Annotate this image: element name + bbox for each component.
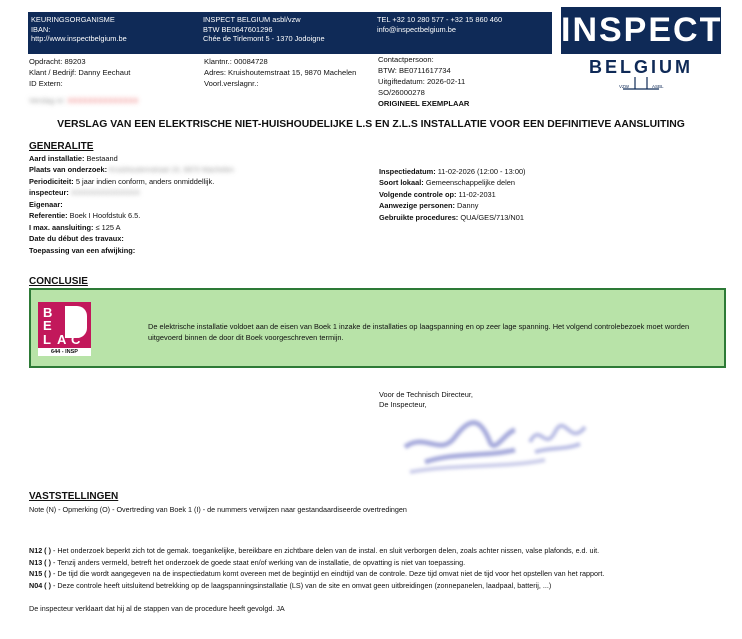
header-text: TEL +32 10 280 577 - +32 15 860 460: [377, 15, 503, 24]
field-label: Soort lokaal:: [379, 178, 424, 188]
item-text: - Tenzij anders vermeld, betreft het onderzoek de goede staat en/of werking van de installatie, de opvatting is niet van toepassing.: [50, 557, 466, 567]
contactpersoon: Contactpersoon:: [378, 55, 434, 64]
field-row: [29, 199, 369, 210]
signature-image: [395, 402, 595, 477]
header-text: Chée de Tirlemont 5 - 1370 Jodoigne: [203, 34, 325, 44]
field-row: [29, 245, 369, 256]
field-value: XXXXXXXXXXXXXX: [68, 188, 140, 198]
belac-logo: [38, 302, 91, 356]
uitgiftedatum: Uitgiftedatum: 2026-02-11: [378, 77, 466, 86]
list-item: [29, 545, 729, 557]
header-link[interactable]: http://www.inspectbelgium.be: [31, 34, 127, 44]
belac-letter: A: [57, 332, 67, 347]
header-col-organisme: [31, 15, 127, 44]
logo-vzw: VZW: [619, 84, 629, 89]
list-item: [29, 568, 729, 580]
field-row: [29, 222, 369, 233]
signature-line1: Voor de Technisch Directeur,: [379, 390, 473, 399]
field-value: 5 jaar indien conform, anders onmiddellijk.: [73, 176, 215, 186]
belac-letter: C: [71, 332, 81, 347]
redacted-label: Verslag nr:: [29, 96, 66, 105]
field-row: [379, 177, 719, 188]
field-label: Periodiciteit:: [29, 176, 74, 186]
field-value: Bestaand: [84, 154, 118, 163]
header-text: INSPECT BELGIUM asbl/vzw: [203, 15, 301, 24]
belac-letter: L: [43, 332, 51, 347]
field-label: Referentie:: [29, 211, 68, 221]
item-code: N12 ( ): [29, 546, 51, 555]
field-label: Aard installatie:: [29, 154, 85, 163]
header-col-company: [203, 15, 325, 44]
item-code: N15 ( ): [29, 569, 51, 579]
belac-code: 644 - INSP: [38, 348, 91, 356]
info-right: [378, 54, 469, 109]
info-mid: [204, 56, 356, 89]
field-label: I max. aansluiting:: [29, 222, 94, 232]
field-row: [379, 200, 719, 211]
item-code: N04 ( ): [29, 580, 51, 590]
conclusie-text: De elektrische installatie voldoet aan de eisen van Boek 1 inzake de installaties op laagspanning en op zeer lage spanning. Het volgend controlebezoek moet worden uitgevoerd binnen de door dit Boek voorgeschreven termijn.: [148, 322, 690, 343]
vaststellingen-note: Note (N) - Opmerking (O) - Overtreding van Boek 1 (I) - de nummers verwijzen naar gestandaardiseerde overtredingen: [29, 505, 407, 514]
generalite-right: [379, 166, 719, 223]
field-row: [29, 210, 369, 221]
adres: Adres: Kruishoutemstraat 15, 9870 Machelen: [204, 68, 357, 77]
field-row: [29, 153, 369, 164]
field-row: [29, 176, 369, 187]
field-row: [29, 187, 369, 198]
field-row: [379, 166, 719, 177]
id-extern: ID Extern:: [29, 79, 63, 88]
field-value: Gemeenschappelijke delen: [423, 178, 515, 188]
logo-asbl: ASBL: [652, 84, 664, 89]
item-text: - De tijd die wordt aangegeven na de inspectiedatum komt overeen met de begintijd en eindtijd van de controle. Deze tijd omvat niet de tijd voor het opstellen van het rapport.: [50, 569, 605, 579]
vaststellingen-heading: VASTSTELLINGEN: [29, 491, 119, 502]
klant: Klant / Bedrijf: Danny Eechaut: [29, 68, 131, 77]
field-row: [379, 212, 719, 223]
list-item: [29, 580, 729, 592]
vaststellingen-list: [29, 545, 729, 591]
item-text: - Deze controle heeft uitsluitend betrekking op de laagspanningsinstallatie (LS) van de site en omvat geen uitbreidingen (zonnepanelen, laadpaal, batterij, ...): [50, 580, 552, 590]
field-row: [29, 164, 369, 175]
item-code: N13 ( ): [29, 557, 51, 567]
header-bar: [28, 12, 552, 54]
signature-line2: De Inspecteur,: [379, 399, 427, 409]
field-label: Volgende controle op:: [379, 189, 457, 199]
field-value: QUA/GES/713/N01: [458, 212, 524, 222]
field-value: 11-02-2026 (12:00 - 13:00): [435, 167, 526, 176]
klantnr: Klantnr.: 00084728: [204, 57, 268, 66]
redacted-value: XXXXXXXXXXXXXX: [67, 96, 139, 105]
field-row: [379, 189, 719, 200]
report-title: VERSLAG VAN EEN ELEKTRISCHE NIET-HUISHOUDELIJKE L.S EN Z.L.S INSTALLATIE VOOR EEN DEFINITIEVE AANSLUITING: [57, 119, 685, 130]
field-value: Danny: [454, 201, 479, 211]
header-text: KEURINGSORGANISME: [31, 15, 115, 24]
header-email[interactable]: info@inspectbelgium.be: [377, 24, 456, 34]
list-item: [29, 557, 729, 569]
conclusie-box: [29, 288, 726, 368]
origineel-exemplaar: ORIGINEEL EXEMPLAAR: [378, 99, 470, 108]
header-col-contact: [377, 15, 502, 34]
field-value: ≤ 125 A: [93, 222, 121, 232]
btw: BTW: BE0711617734: [378, 66, 451, 75]
so-number: SO/26000278: [378, 88, 425, 97]
field-label: Inspectiedatum:: [379, 167, 436, 176]
logo-subtitle: BELGIUM: [589, 57, 693, 77]
belac-letter: B: [43, 305, 53, 320]
field-value: Kruishoutemstraat 15, 9870 Machelen: [107, 165, 234, 175]
inspect-belgium-logo: [561, 7, 721, 93]
opdracht: Opdracht: 89203: [29, 57, 86, 66]
generalite-heading: GENERALITE: [29, 141, 94, 152]
field-label: Gebruikte procedures:: [379, 212, 459, 222]
closing-statement: De inspecteur verklaart dat hij al de stappen van de procedure heeft gevolgd. JA: [29, 604, 285, 613]
logo-title: INSPECT: [561, 7, 721, 54]
conclusie-heading: CONCLUSIE: [29, 276, 88, 287]
item-text: - Het onderzoek beperkt zich tot de gemak. toegankelijke, bereikbare en zichtbare delen van de instal. en sluit verborgen delen, zoals achter nissen, valse plafonds, e.d. uit.: [50, 546, 600, 555]
voorl-verslagnr: Voorl.verslagnr.:: [204, 79, 259, 88]
field-label: Date du début des travaux:: [29, 234, 124, 244]
field-label: Plaats van onderzoek:: [29, 165, 108, 175]
field-label: inspecteur:: [29, 188, 69, 198]
header-text: BTW BE0647601296: [203, 24, 273, 34]
field-label: Toepassing van een afwijking:: [29, 245, 136, 255]
belac-letter: E: [43, 318, 52, 333]
generalite-left: [29, 153, 369, 256]
info-left: [29, 56, 138, 106]
field-row: [29, 233, 369, 244]
header-text: IBAN:: [31, 24, 51, 34]
field-value: 11-02-2031: [456, 189, 496, 199]
redacted-line: [29, 95, 138, 106]
field-label: Eigenaar:: [29, 199, 63, 209]
field-value: Boek I Hoofdstuk 6.5.: [67, 211, 141, 221]
field-label: Aanwezige personen:: [379, 201, 455, 211]
